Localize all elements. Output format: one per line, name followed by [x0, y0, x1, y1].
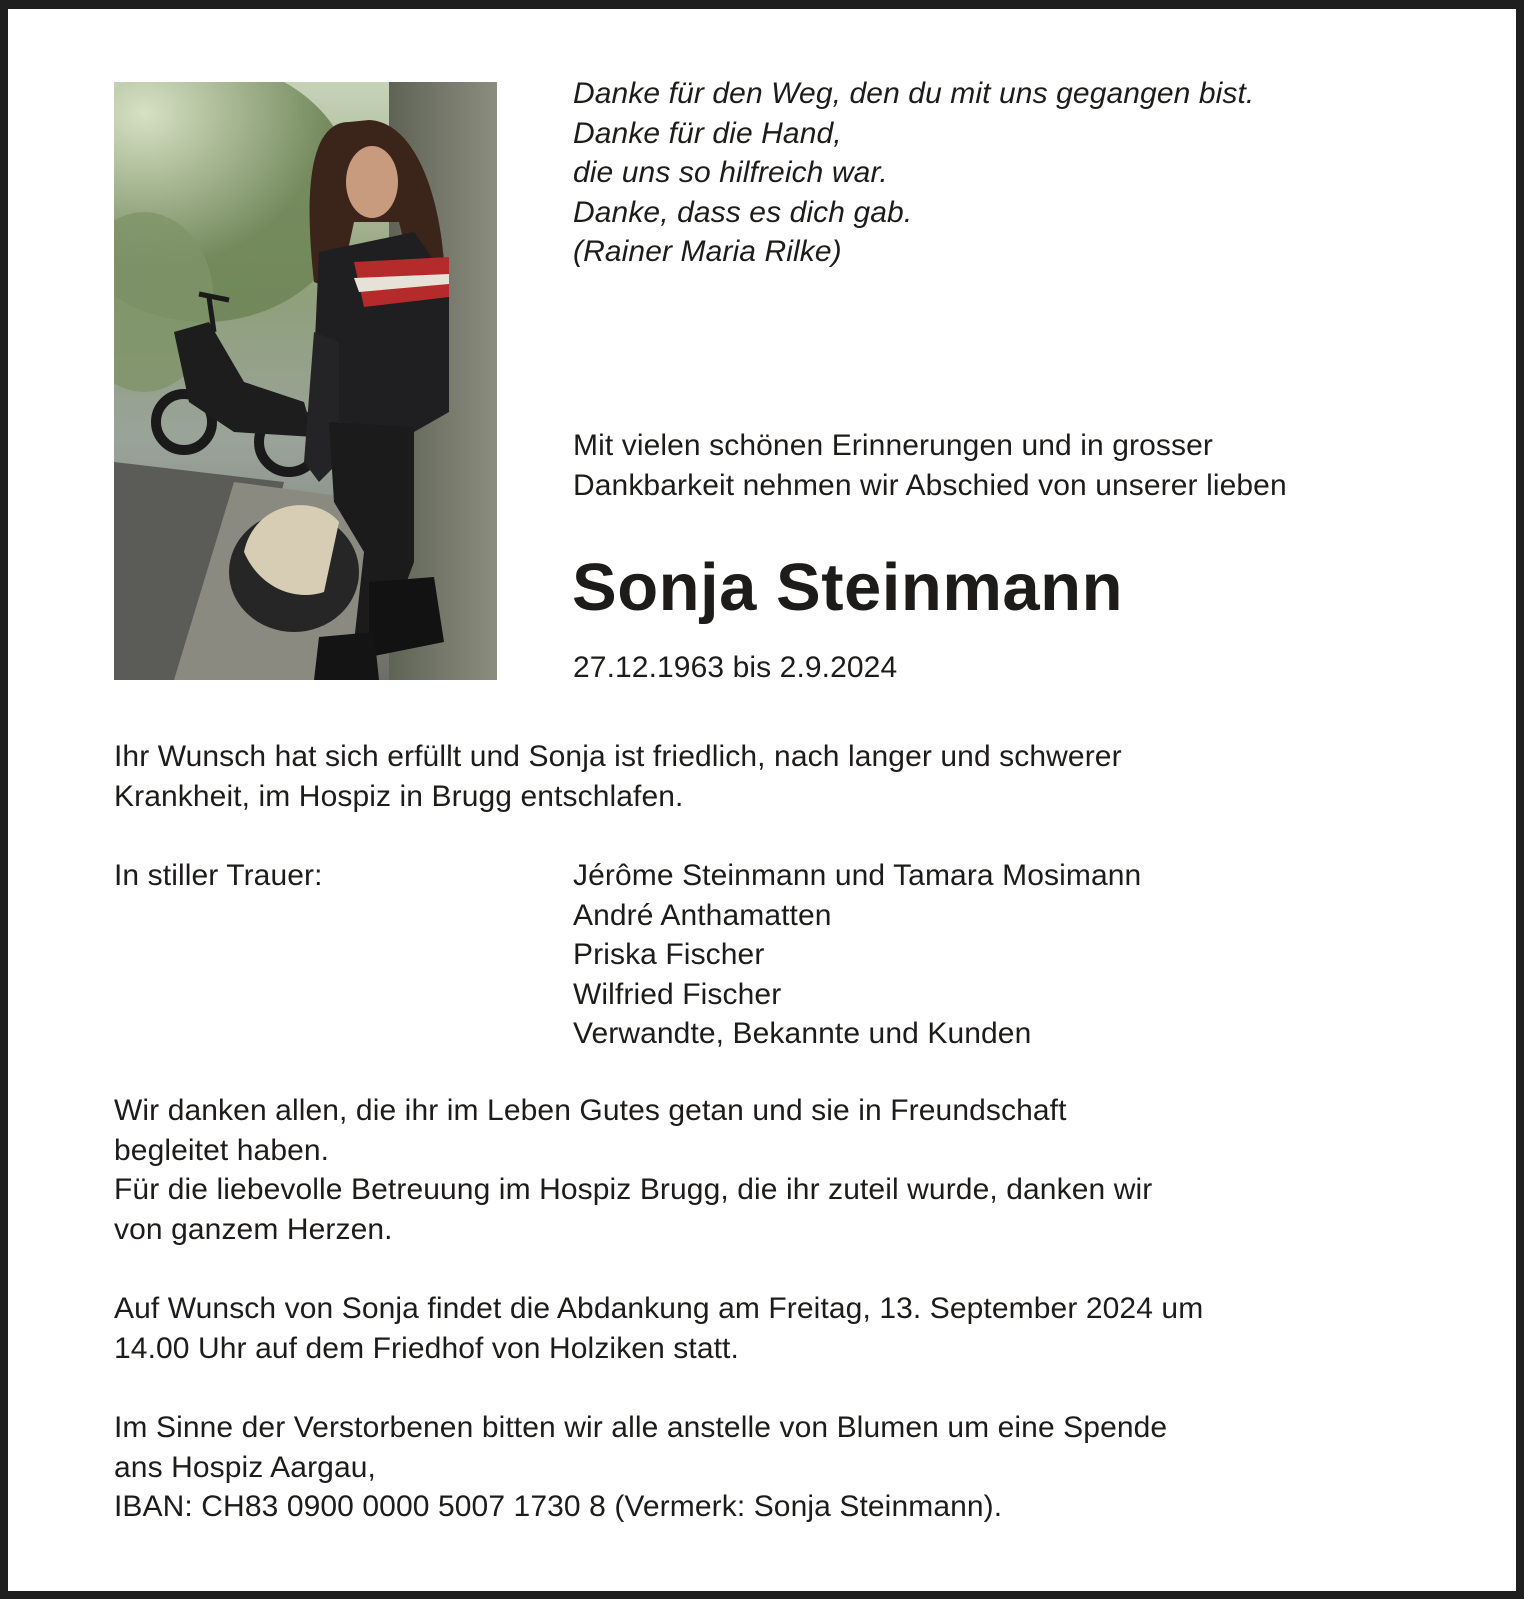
donation-paragraph	[114, 1408, 1167, 1527]
mourners-list	[573, 856, 1141, 1054]
donation-line: Im Sinne der Verstorbenen bitten wir alle anstelle von Blumen um eine Spende	[114, 1411, 1168, 1444]
thanks-line: begleitet haben.	[114, 1133, 330, 1167]
intro-text	[573, 426, 1287, 505]
thanks-line: Für die liebevolle Betreuung im Hospiz Brugg, die ihr zuteil wurde, danken wir	[114, 1173, 1153, 1206]
service-line: 14.00 Uhr auf dem Friedhof von Holziken statt.	[114, 1331, 739, 1365]
donation-line: ans Hospiz Aargau,	[114, 1450, 376, 1484]
mourner-name: Wilfried Fischer	[573, 977, 782, 1011]
thanks-paragraph	[114, 1091, 1152, 1249]
mourner-name: Jérôme Steinmann und Tamara Mosimann	[573, 859, 1142, 892]
life-dates: 27.12.1963 bis 2.9.2024	[573, 651, 898, 684]
poem-line: die uns so hilfreich war.	[573, 156, 888, 189]
service-line: Auf Wunsch von Sonja findet die Abdankung am Freitag, 13. September 2024 um	[114, 1292, 1204, 1325]
poem-block	[573, 74, 1254, 272]
wish-line: Krankheit, im Hospiz in Brugg entschlafen.	[114, 779, 684, 813]
poem-line: Danke, dass es dich gab.	[573, 195, 913, 229]
mourner-name: Priska Fischer	[573, 938, 765, 971]
poem-line: Danke für den Weg, den du mit uns gegangen bist.	[573, 77, 1255, 110]
intro-line: Dankbarkeit nehmen wir Abschied von unserer lieben	[573, 468, 1287, 502]
mourners-label: In stiller Trauer:	[114, 859, 323, 892]
deceased-name: Sonja Steinmann	[572, 550, 1124, 625]
poem-author: (Rainer Maria Rilke)	[573, 235, 842, 268]
wish-paragraph	[114, 737, 1122, 816]
thanks-line: Wir danken allen, die ihr im Leben Gutes getan und sie in Freundschaft	[114, 1094, 1067, 1127]
poem-line: Danke für die Hand,	[573, 116, 842, 150]
portrait-photo	[114, 82, 497, 680]
wish-line: Ihr Wunsch hat sich erfüllt und Sonja ist friedlich, nach langer und schwerer	[114, 740, 1122, 773]
mourner-name: André Anthamatten	[573, 898, 832, 932]
iban-line: IBAN: CH83 0900 0000 5007 1730 8 (Vermerk: Sonja Steinmann).	[114, 1490, 1003, 1523]
service-paragraph	[114, 1289, 1203, 1368]
thanks-line: von ganzem Herzen.	[114, 1212, 393, 1246]
mourner-name: Verwandte, Bekannte und Kunden	[573, 1017, 1032, 1050]
intro-line: Mit vielen schönen Erinnerungen und in grosser	[573, 429, 1213, 462]
